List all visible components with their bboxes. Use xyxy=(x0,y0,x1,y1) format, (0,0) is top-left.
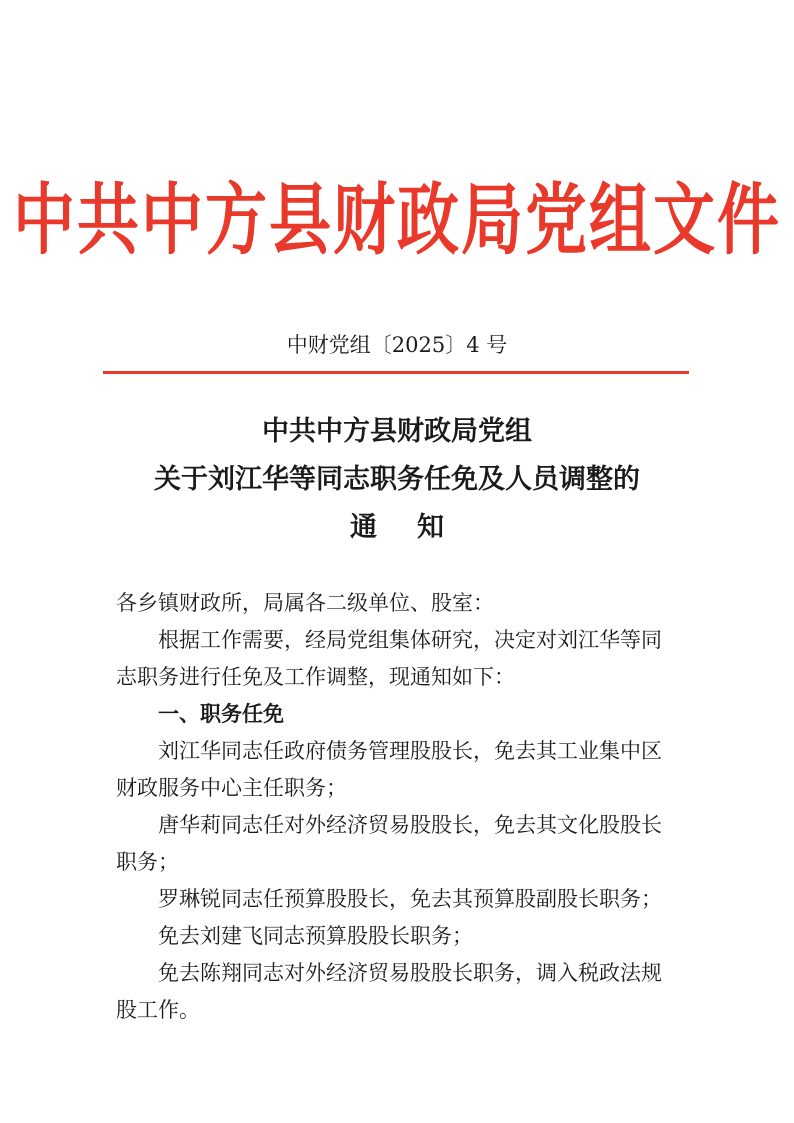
appointment-item: 唐华莉同志任对外经济贸易股股长，免去其文化股股长职务； xyxy=(116,813,662,874)
appointment-item: 刘江华同志任政府债务管理股股长，免去其工业集中区财政服务中心主任职务； xyxy=(116,739,662,800)
appointment-item: 免去刘建飞同志预算股股长职务； xyxy=(158,924,473,948)
appointment-item: 免去陈翔同志对外经济贸易股股长职务，调入税政法规股工作。 xyxy=(116,961,662,1022)
notice-body xyxy=(116,585,681,1029)
appointment-item: 罗琳锐同志任预算股股长，免去其预算股副股长职务； xyxy=(158,887,662,911)
section-heading-appointments: 一、职务任免 xyxy=(158,702,284,726)
document-number: 中财党组〔2025〕4 号 xyxy=(286,333,508,357)
salutation: 各乡镇财政所，局属各二级单位、股室： xyxy=(116,591,494,615)
notice-title-line-1: 中共中方县财政局党组 xyxy=(262,416,532,447)
document-header-title: 中共中方县财政局党组文件 xyxy=(12,173,781,265)
red-divider-line xyxy=(103,371,689,374)
intro-paragraph: 根据工作需要，经局党组集体研究，决定对刘江华等同志职务进行任免及工作调整，现通知如下： xyxy=(116,628,662,689)
notice-title-line-3: 通知 xyxy=(350,512,484,543)
notice-title xyxy=(0,408,794,552)
notice-title-line-2: 关于刘江华等同志职务任免及人员调整的 xyxy=(154,464,640,495)
